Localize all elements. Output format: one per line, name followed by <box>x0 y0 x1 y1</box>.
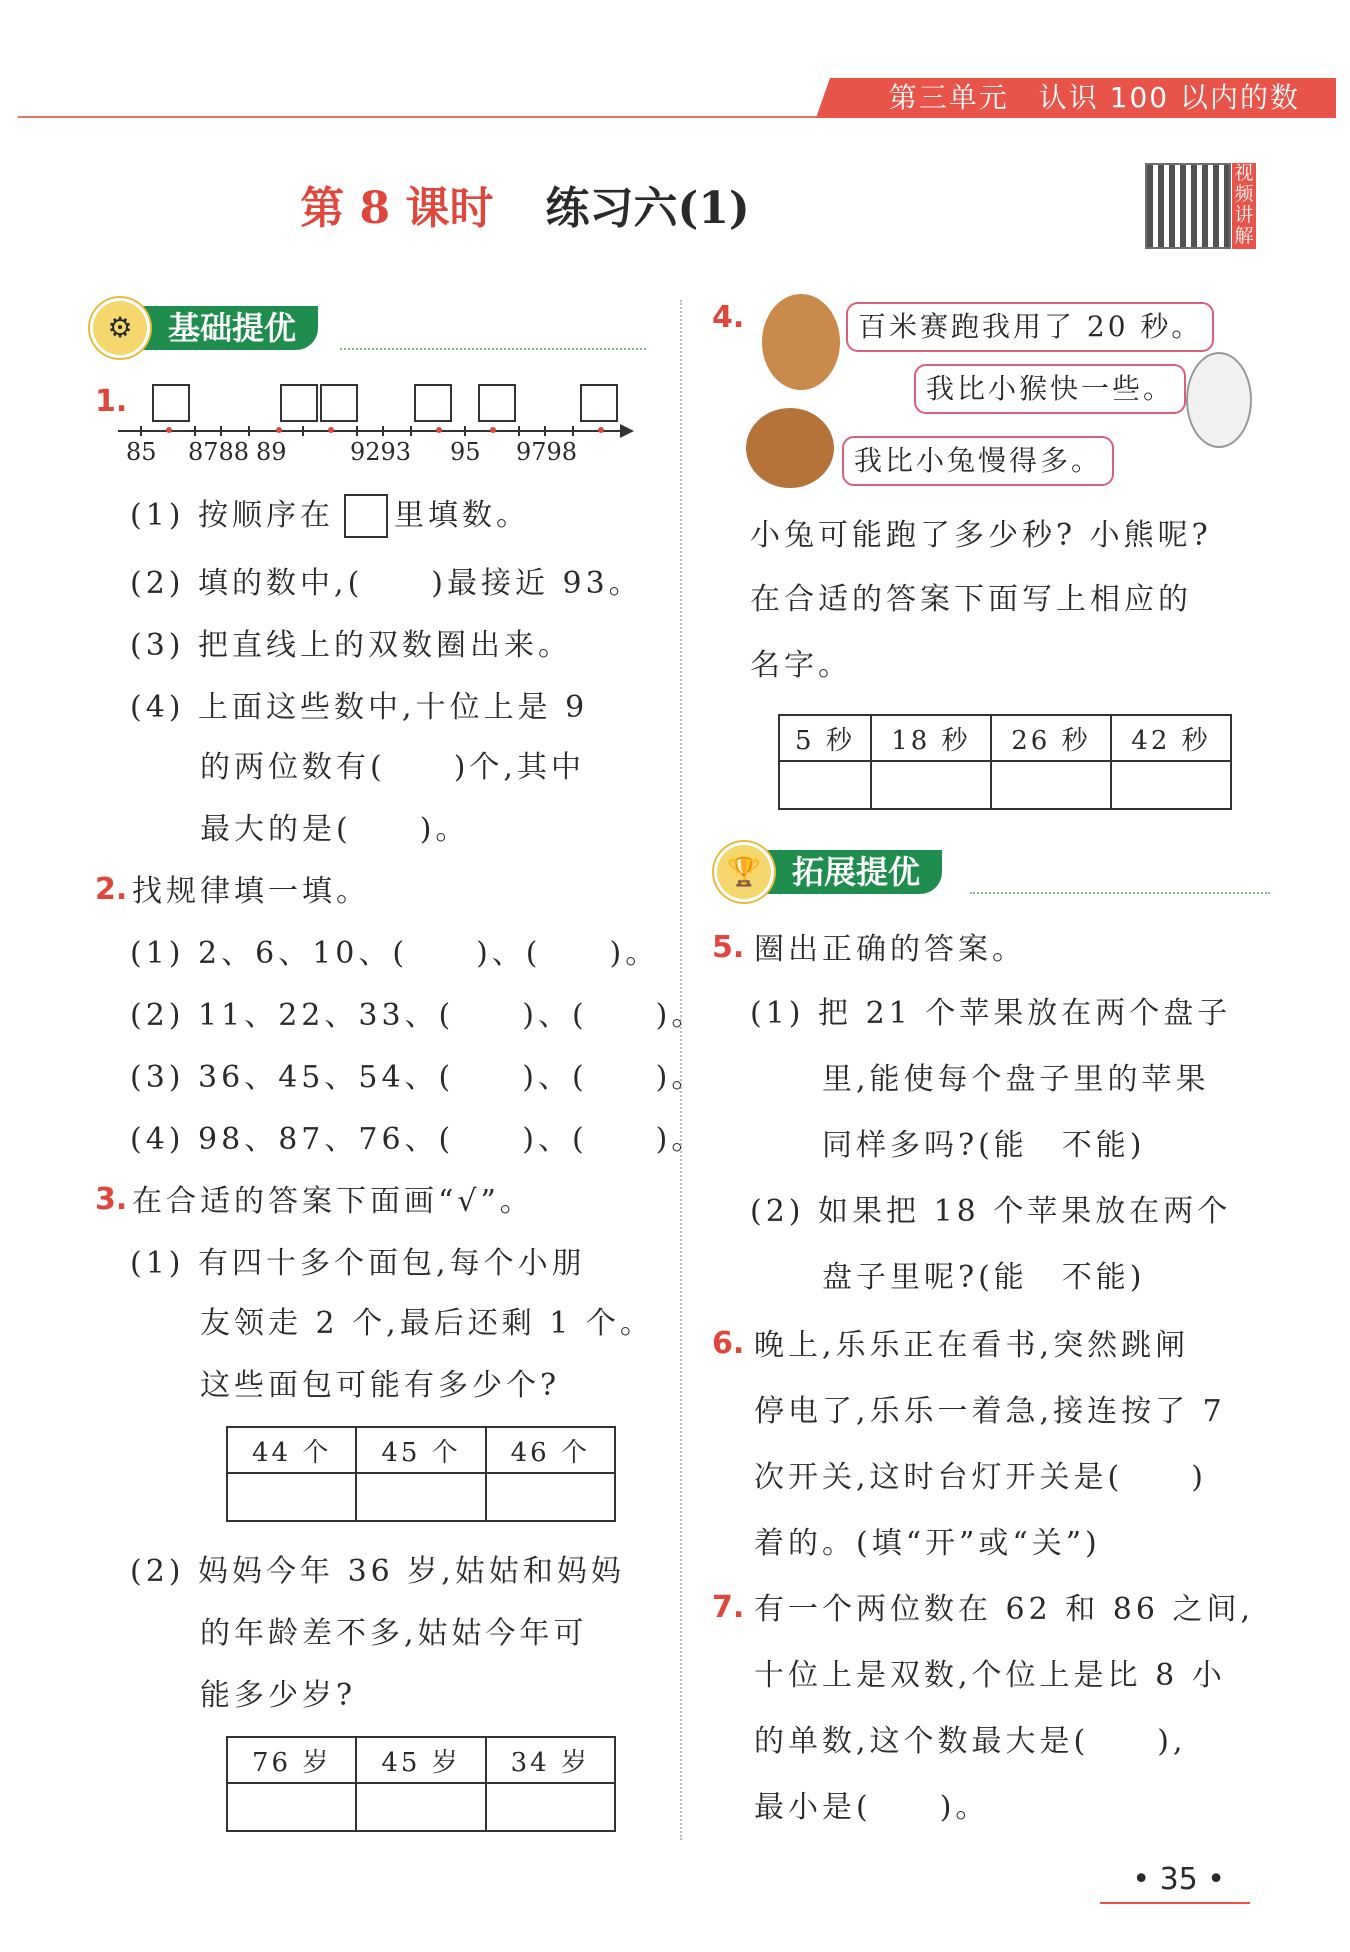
q1-sub1: (1) 按顺序在 <box>130 498 335 533</box>
number-line-label: 89 <box>256 438 287 466</box>
q4-table <box>778 714 1232 810</box>
q1-sub4b: 的两位数有( )个,其中 <box>200 750 585 785</box>
q7-line-c: 的单数,这个数最大是( ), <box>754 1724 1187 1759</box>
rabbit-icon <box>1186 352 1252 448</box>
tick <box>490 427 496 433</box>
q7-number: 7. <box>712 1590 745 1625</box>
tick <box>410 426 412 436</box>
q5-title: 圈出正确的答案。 <box>754 932 1026 967</box>
gear-icon: ⚙ <box>90 298 150 358</box>
option-cell: 5 秒 <box>779 715 871 761</box>
answer-cell[interactable] <box>1111 761 1231 809</box>
q2-item: (4) 98、87、76、( )、( )。 <box>130 1122 706 1157</box>
q4-question-a: 小兔可能跑了多少秒? 小熊呢? <box>750 518 1212 553</box>
q2-number: 2. <box>95 872 128 907</box>
sample-box <box>344 494 388 538</box>
q3-p1a: (1) 有四十多个面包,每个小朋 <box>130 1246 586 1281</box>
q2-item: (3) 36、45、54、( )、( )。 <box>130 1060 706 1095</box>
answer-box[interactable] <box>280 384 318 422</box>
q3-p2b: 的年龄差不多,姑姑今年可 <box>200 1616 588 1651</box>
tick <box>598 427 604 433</box>
number-line-label: 8788 <box>188 438 250 466</box>
tick <box>436 427 442 433</box>
page-number: • 35 • <box>1132 1862 1225 1897</box>
answer-cell[interactable] <box>871 761 991 809</box>
option-cell: 76 岁 <box>227 1737 356 1783</box>
trophy-icon: 🏆 <box>714 842 774 902</box>
q5-p1b: 里,能使每个盘子里的苹果 <box>822 1062 1210 1097</box>
tick <box>166 427 172 433</box>
section-extend: 拓展提优 <box>724 850 942 894</box>
q1-number: 1. <box>95 384 128 419</box>
answer-box[interactable] <box>580 384 618 422</box>
q7-line-a: 有一个两位数在 62 和 86 之间, <box>754 1592 1255 1627</box>
unit-title: 第三单元 认识 100 以内的数 <box>888 81 1300 114</box>
q3-table-1 <box>226 1426 616 1522</box>
answer-cell[interactable] <box>227 1783 356 1831</box>
q1-sub4c: 最大的是( )。 <box>200 812 470 847</box>
answer-cell[interactable] <box>486 1473 615 1521</box>
q4-question-b: 在合适的答案下面写上相应的 <box>750 582 1192 617</box>
tick <box>248 426 250 436</box>
bear-icon <box>746 408 834 488</box>
option-cell: 44 个 <box>227 1427 356 1473</box>
q6-number: 6. <box>712 1326 745 1361</box>
q3-title: 在合适的答案下面画“√”。 <box>132 1184 534 1219</box>
qr-code-icon[interactable] <box>1145 163 1231 249</box>
q3-table-2 <box>226 1736 616 1832</box>
tick <box>328 427 334 433</box>
q2-title: 找规律填一填。 <box>132 874 370 909</box>
number-line-label: 9798 <box>516 438 578 466</box>
answer-box[interactable] <box>478 384 516 422</box>
speech-bubble-bear: 我比小兔慢得多。 <box>842 436 1114 486</box>
answer-cell[interactable] <box>356 1473 485 1521</box>
q1-sub1-end: 里填数。 <box>394 498 530 533</box>
answer-cell[interactable] <box>779 761 871 809</box>
lesson-title <box>0 172 1050 236</box>
number-line-label: 95 <box>450 438 481 466</box>
q6-line-d: 着的。(填“开”或“关”) <box>754 1526 1101 1561</box>
q1-sub3: (3) 把直线上的双数圈出来。 <box>130 628 573 663</box>
speech-bubble-rabbit: 我比小猴快一些。 <box>914 364 1186 414</box>
q5-p1c: 同样多吗?(能 不能) <box>822 1128 1146 1163</box>
option-cell: 46 个 <box>486 1427 615 1473</box>
q1-sub2: (2) 填的数中,( )最接近 93。 <box>130 566 643 601</box>
tick <box>356 426 358 436</box>
tick <box>464 426 466 436</box>
answer-cell[interactable] <box>991 761 1111 809</box>
answer-cell[interactable] <box>356 1783 485 1831</box>
q6-line-c: 次开关,这时台灯开关是( ) <box>754 1460 1207 1495</box>
monkey-icon <box>762 294 840 390</box>
video-explain-label[interactable]: 视频讲解 <box>1232 163 1256 249</box>
tick <box>194 426 196 436</box>
option-cell: 45 岁 <box>356 1737 485 1783</box>
q7-line-d: 最小是( )。 <box>754 1790 990 1825</box>
option-cell: 18 秒 <box>871 715 991 761</box>
q1-sub4a: (4) 上面这些数中,十位上是 9 <box>130 690 589 725</box>
tick <box>518 426 520 436</box>
tick <box>276 427 282 433</box>
q2-item: (2) 11、22、33、( )、( )。 <box>130 998 706 1033</box>
answer-cell[interactable] <box>227 1473 356 1521</box>
q6-line-a: 晚上,乐乐正在看书,突然跳闸 <box>754 1328 1190 1363</box>
option-cell: 34 岁 <box>486 1737 615 1783</box>
tick <box>302 426 304 436</box>
q3-p2a: (2) 妈妈今年 36 岁,姑姑和妈妈 <box>130 1554 625 1589</box>
section-basic: 基础提优 <box>100 306 318 350</box>
answer-cell[interactable] <box>486 1783 615 1831</box>
q5-p2a: (2) 如果把 18 个苹果放在两个 <box>750 1194 1232 1229</box>
q5-p2b: 盘子里呢?(能 不能) <box>822 1260 1146 1295</box>
q7-line-b: 十位上是双数,个位上是比 8 小 <box>754 1658 1226 1693</box>
option-cell: 26 秒 <box>991 715 1111 761</box>
lesson-number: 第 8 课时 <box>300 183 494 234</box>
q4-question-c: 名字。 <box>750 648 852 683</box>
option-cell: 45 个 <box>356 1427 485 1473</box>
answer-box[interactable] <box>414 384 452 422</box>
q5-p1a: (1) 把 21 个苹果放在两个盘子 <box>750 996 1232 1031</box>
section-basic-line <box>340 348 646 350</box>
q3-p1c: 这些面包可能有多少个? <box>200 1368 561 1403</box>
tick <box>220 426 222 436</box>
speech-bubble-monkey: 百米赛跑我用了 20 秒。 <box>846 302 1214 352</box>
number-line-label: 9293 <box>350 438 412 466</box>
q2-item: (1) 2、6、10、( )、( )。 <box>130 936 660 971</box>
number-line-arrow <box>620 424 634 438</box>
tick <box>382 426 384 436</box>
q3-p1b: 友领走 2 个,最后还剩 1 个。 <box>200 1306 654 1341</box>
answer-box[interactable] <box>320 384 358 422</box>
section-extend-line <box>970 892 1270 894</box>
q4-number: 4. <box>712 300 745 335</box>
tick <box>544 426 546 436</box>
q3-p2c: 能多少岁? <box>200 1678 357 1713</box>
q6-line-b: 停电了,乐乐一着急,接连按了 7 <box>754 1394 1226 1429</box>
q5-number: 5. <box>712 930 745 965</box>
option-cell: 42 秒 <box>1111 715 1231 761</box>
tick <box>140 426 142 436</box>
tick <box>572 426 574 436</box>
footer-rule <box>1100 1902 1250 1904</box>
q3-number: 3. <box>95 1182 128 1217</box>
number-line-label: 85 <box>126 438 157 466</box>
lesson-name: 练习六(1) <box>545 183 750 234</box>
answer-box[interactable] <box>152 384 190 422</box>
